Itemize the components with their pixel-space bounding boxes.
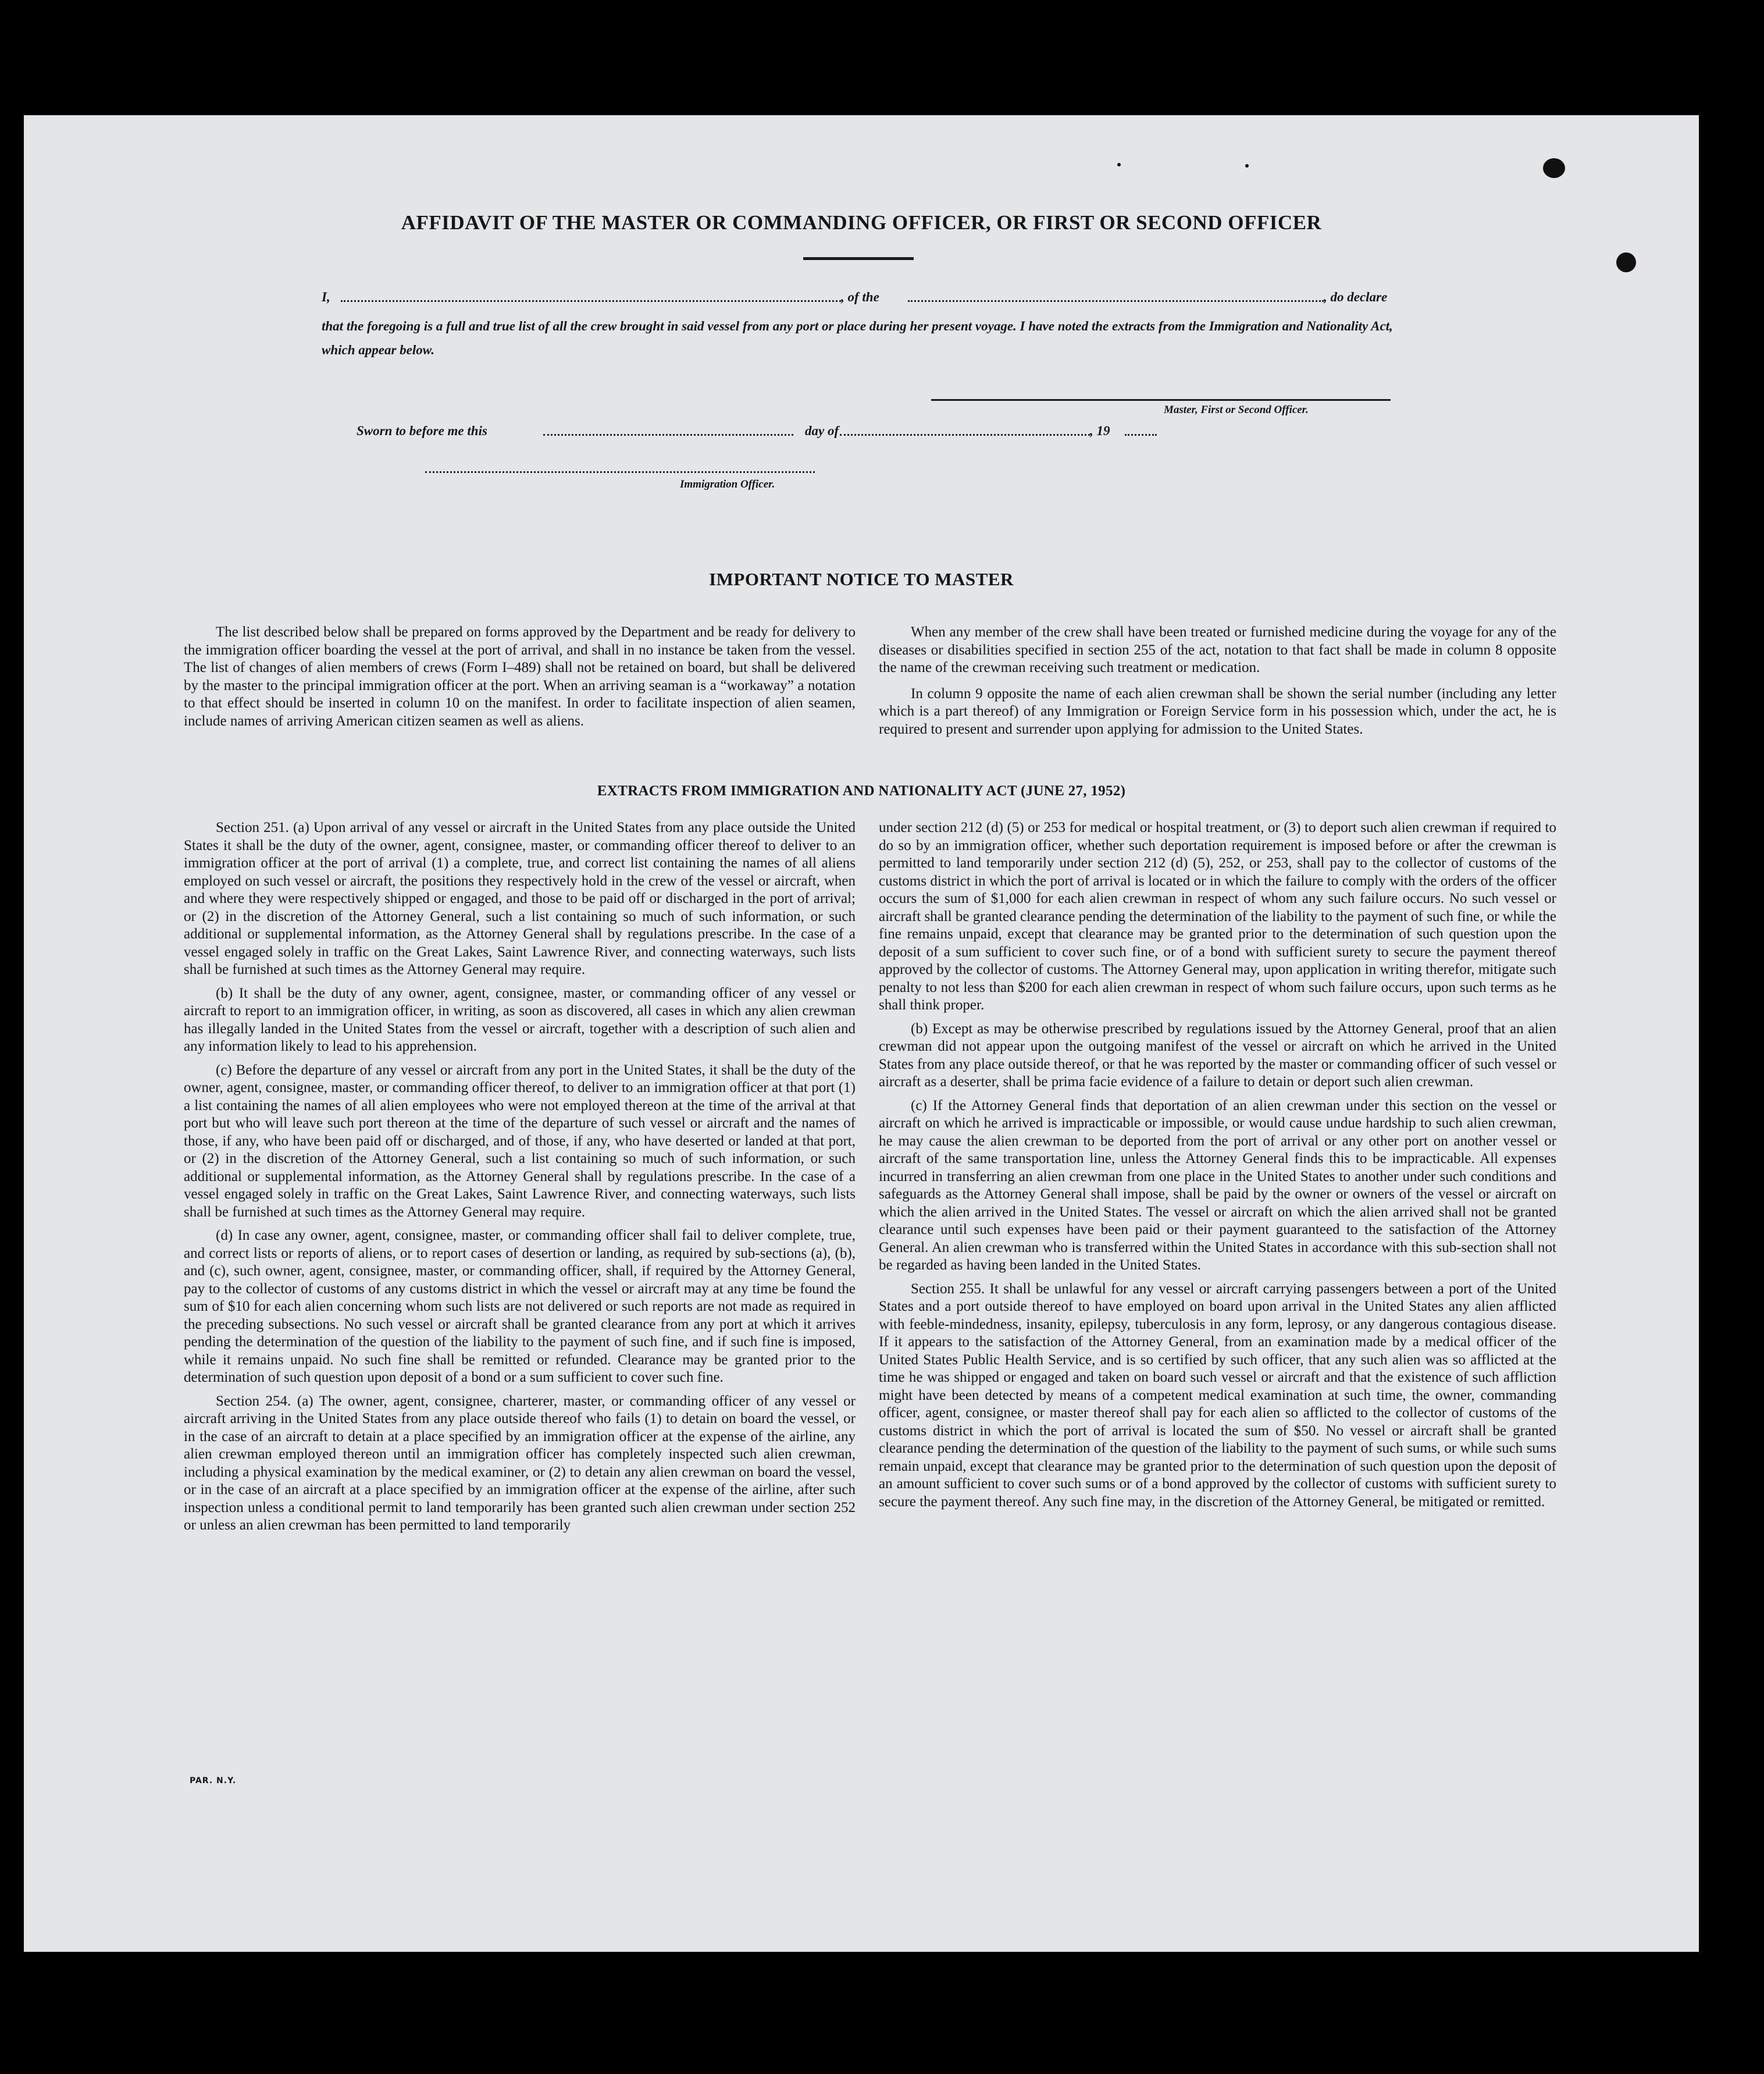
section-paragraph: under section 212 (d) (5) or 253 for medical or hospital treatment, or (3) to deport such alien crewman if required to do so by an immigration officer, whether such deportation requirement is imposed before or after the crewman is permitted to land temporarily under section 212 (d) (5), 252, or 253, shall pay to the collector of customs of the customs district in which the port of arrival is located or in which the failure to comply with the orders of the officer occurs the sum of $1,000 for each alien crewman in respect of whom any such failure occurs. No such vessel or aircraft shall be granted clearance pending the determination of the liability to the payment of such fine, or while the fine remains unpaid, except that clearance may be granted prior to the determination of such question upon the deposit of a sum sufficient to cover such fine, or of a bond with sufficient surety to secure the payment thereof approved by the collector of customs. The Attorney General may, upon application in writing therefor, mitigate such penalty to not less than $200 for each alien crewman in respect of whom such failure occurs, upon such terms as he shall think proper. [879,820,1556,1013]
document-page [24,115,1699,1952]
notice-right-column [879,624,1556,744]
ink-blot-mark [1543,158,1565,178]
dust-speck-mark [1245,164,1249,168]
declaration-text: that the foregoing is a full and true list of all the crew brought in said vessel from any port or place during her present voyage. I have noted the extracts from the Immigration and Nationality Act, which appear below. [322,319,1393,357]
printer-mark: PAR. N.Y. [190,1776,237,1785]
of-the-label: , of the [841,290,879,304]
extracts-title: EXTRACTS FROM IMMIGRATION AND NATIONALITY ACT (JUNE 27, 1952) [597,783,1126,799]
section-paragraph: (b) Except as may be otherwise prescribed by regulations issued by the Attorney General, proof that an alien crewman did not appear upon the outgoing manifest of the vessel or aircraft on which he arrived in the United States from any place outside thereof, or that he was reported by the master or commanding officer of such vessel or aircraft as a deserter, shall be prima facie evidence of a failure to detain or deport such alien crewman. [879,1020,1556,1090]
section-paragraph: (d) In case any owner, agent, consignee, master, or commanding officer shall fail to deliver complete, true, and correct lists or reports of aliens, or to report cases of desertion or landing, as required by sub-sections (a), (b), and (c), such owner, agent, consignee, master, or commanding officer, shall, if required by the Attorney General, pay to the collector of customs of any customs district in which the vessel or aircraft may at any time be found the sum of $10 for each alien concerning whom such lists are not delivered or such reports are not made as required in the preceding subsections. No such vessel or aircraft shall be granted clearance from any port at which it arrives pending the determination of the question of the liability to the payment of such fine, and if such fine is imposed, while it remains unpaid. No such fine shall be remitted or refunded. Clearance may be granted prior to the determination of such question upon deposit of a bond or a sum sufficient to cover such fine. [184,1228,856,1385]
immigration-officer-caption: Immigration Officer. [680,478,775,490]
notice-paragraph: In column 9 opposite the name of each alien crewman shall be shown the serial number (including any letter which is a part thereof) of any Immigration or Foreign Service form in his possession which, under the act, he is required to present and surrender upon applying for admission to the United States. [879,685,1556,737]
dust-speck-mark [1117,163,1121,166]
sworn-label: Sworn to before me this [357,424,487,438]
vessel-blank-line [908,300,1324,302]
year-label: , 19 [1090,424,1110,438]
notice-title: IMPORTANT NOTICE TO MASTER [709,569,1014,589]
notice-paragraph: When any member of the crew shall have been treated or furnished medicine during the voyage for any of the diseases or disabilities specified in section 255 of the act, notation to that fact shall be made in column 8 opposite the name of the crewman receiving such treatment or medication. [879,624,1556,675]
sworn-day-blank [543,434,793,436]
section-paragraph: Section 255. It shall be unlawful for any vessel or aircraft carrying passengers between a port of the United States and a port outside thereof to have employed on board upon arrival in the United States any alien afflicted with feeble-mindedness, insanity, epilepsy, tuberculosis in any form, leprosy, or any dangerous contagious disease. If it appears to the satisfaction of the Attorney General, from an examination made by a medical officer of the United States Public Health Service, and is so certified by such officer, that any such alien was so afflicted at the time he was shipped or engaged and taken on board such vessel or aircraft and that the existence of such affliction might have been detected by means of a competent medical examination at such time, the owner, commanding officer, agent, consignee, or master thereof shall pay for each alien so afflicted to the collector of customs of the customs district in which the port of arrival is located the sum of $50. No vessel or aircraft shall be granted clearance pending the determination of the question of the liability to the payment of such sums, or while such sums remain unpaid, except that clearance may be granted prior to the determination of such question upon the deposit of an amount sufficient to cover such sums or of a bond approved by the collector of customs with sufficient surety to secure the payment thereof. Any such fine may, in the discretion of the Attorney General, be mitigated or remitted. [879,1280,1556,1510]
signature-caption: Master, First or Second Officer. [1164,404,1309,416]
extracts-right-column [879,819,1556,1517]
section-paragraph: (c) Before the departure of any vessel or aircraft from any port in the United States, it shall be the duty of the owner, agent, consignee, master, or commanding officer thereof, to deliver to an immigration officer at that port (1) a list containing the names of all alien employees who were not employed thereon at the time of the arrival at that port but who will leave such port thereon at the time of the departure of such vessel or aircraft and the names of those, if any, who have been paid off or discharged, and of those, if any, who have deserted or landed at that port, or (2) in the discretion of the Attorney General, such a list containing so much of such information, or such additional or supplemental information, as the Attorney General shall by regulations prescribe. In the case of a vessel engaged solely in traffic on the Great Lakes, Saint Lawrence River, and connecting waterways, such lists shall be furnished at such times as the Attorney General may require. [184,1062,856,1220]
name-blank-line [341,300,841,302]
notice-left-column [184,624,856,736]
affidavit-title: AFFIDAVIT OF THE MASTER OR COMMANDING OFFICER, OR FIRST OR SECOND OFFICER [401,211,1322,234]
i-label: I, [322,290,330,304]
sworn-month-blank [840,434,1090,436]
notice-paragraph: The list described below shall be prepared on forms approved by the Department and be ready for delivery to the immigration officer boarding the vessel at the port of arrival, and shall in no instance be taken from the vessel. The list of changes of alien members of crews (Form I–489) shall not be retained on board, but shall be delivered by the master to the principal immigration officer at the port. When an arriving seaman is a “workaway” a notation to that effect should be inserted in column 10 on the manifest. In order to facilitate inspection of alien seamen, include names of arriving American citizen seamen as well as aliens. [184,624,856,729]
signature-line [931,399,1391,401]
section-paragraph: (b) It shall be the duty of any owner, agent, consignee, master, or commanding officer of any vessel or aircraft to report to an immigration officer, in writing, as soon as discovered, all cases in which any alien crewman has illegally landed in the United States from the vessel or aircraft, together with a description of such alien and any information likely to lead to his apprehension. [184,985,856,1054]
section-paragraph: Section 254. (a) The owner, agent, consignee, charterer, master, or commanding officer of any vessel or aircraft arriving in the United States from any place outside thereof who fails (1) to detain on board the vessel, or in the case of an aircraft to detain at a place specified by an immigration officer at the expense of the airline, any alien crewman employed thereon until an immigration officer has completely inspected such alien crewman, including a physical examination by the medical examiner, or (2) to detain any alien crewman on board the vessel, or in the case of an aircraft at a place specified by an immigration officer at the expense of the airline, after such inspection unless a conditional permit to land temporarily has been granted such alien crewman under section 252 or unless an alien crewman has been permitted to land temporarily [184,1393,856,1533]
year-blank [1125,434,1157,436]
section-paragraph: (c) If the Attorney General finds that deportation of an alien crewman under this section on the vessel or aircraft on which he arrived is impracticable or impossible, or would cause undue hardship to such alien crewman, he may cause the alien crewman to be deported from the port of arrival or any other port on another vessel or aircraft of the same transportation line, unless the Attorney General finds this to be impracticable. All expenses incurred in transferring an alien crewman from one place in the United States to another under such conditions and safeguards as the Attorney General shall impose, shall be paid by the owner or owners of the vessel or aircraft on which the alien arrived in the United States. The vessel or aircraft on which the alien arrived shall not be granted clearance until such expenses have been paid or their payment guaranteed to the satisfaction of the Attorney General. An alien crewman who is transferred within the United States in accordance with this sub-section shall not be regarded as having been landed in the United States. [879,1097,1556,1273]
ink-blot-mark [1616,252,1636,272]
immigration-officer-line [425,471,815,473]
title-rule [803,257,914,260]
day-of-label: day of [805,424,839,438]
section-paragraph: Section 251. (a) Upon arrival of any vessel or aircraft in the United States from any place outside the United States it shall be the duty of the owner, agent, consignee, master, or commanding officer thereof to deliver to an immigration officer at the port of arrival (1) a complete, true, and correct list containing the names of all aliens employed on such vessel or aircraft, the positions they respectively hold in the crew of the vessel or aircraft, when and where they were respectively shipped or engaged, and those to be paid off or discharged in the port of arrival; or (2) in the discretion of the Attorney General, such a list containing so much of such information, or such additional or supplemental information, as the Attorney General shall by regulations prescribe. In the case of a vessel engaged solely in traffic on the Great Lakes, Saint Lawrence River, and connecting waterways, such lists shall be furnished at such times as the Attorney General may require. [184,820,856,977]
extracts-left-column [184,819,856,1541]
do-declare-label: , do declare [1324,290,1388,304]
